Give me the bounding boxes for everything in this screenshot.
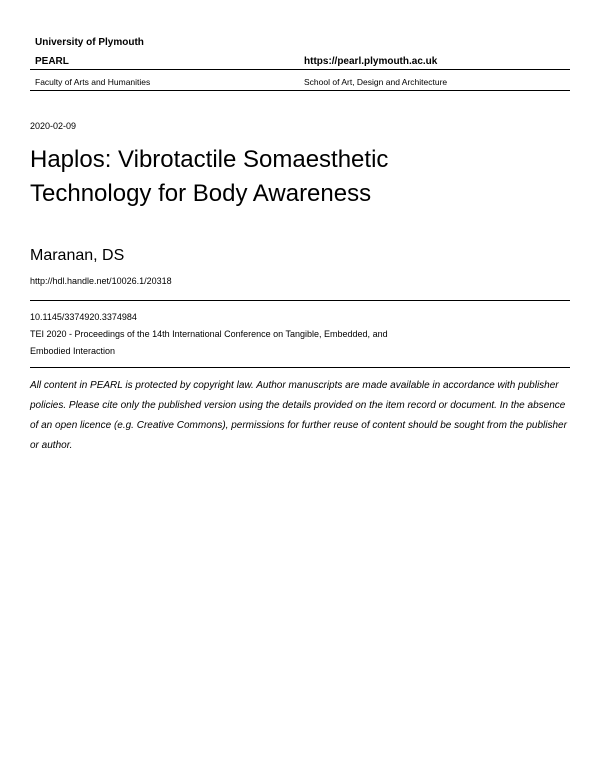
header-rule-top [30, 69, 570, 70]
author-name: Maranan, DS [30, 247, 125, 264]
faculty-name: Faculty of Arts and Humanities [35, 77, 151, 87]
record-rule-bottom [30, 367, 570, 368]
repository-url[interactable]: https://pearl.plymouth.ac.uk [304, 56, 438, 67]
school-name: School of Art, Design and Architecture [304, 77, 448, 87]
copyright-notice: All content in PEARL is protected by copyright law. Author manuscripts are made available in accordance with publisher policies. Please cite only the published version using the details provided on the item record or document. In the absence of an open licence (e.g. Creative Commons), permissions for further reuse of content should be sought from the publisher or author. [30, 380, 567, 451]
institution-name: University of Plymouth [35, 37, 144, 48]
record-date: 2020-02-09 [30, 121, 77, 131]
doi: 10.1145/3374920.3374984 [30, 312, 137, 322]
paper-title-line-1: Haplos: Vibrotactile Somaesthetic [30, 146, 389, 173]
record-rule-top [30, 300, 570, 301]
source-line-2: Embodied Interaction [30, 346, 116, 356]
source-line-1: TEI 2020 - Proceedings of the 14th International Conference on Tangible, Embedded, and [30, 329, 388, 339]
repository-name: PEARL [35, 56, 69, 67]
paper-title [30, 143, 388, 211]
paper-title-line-2: Technology for Body Awareness [30, 180, 372, 207]
handle-url[interactable]: http://hdl.handle.net/10026.1/20318 [30, 276, 172, 286]
header-rule-bottom [30, 90, 570, 91]
